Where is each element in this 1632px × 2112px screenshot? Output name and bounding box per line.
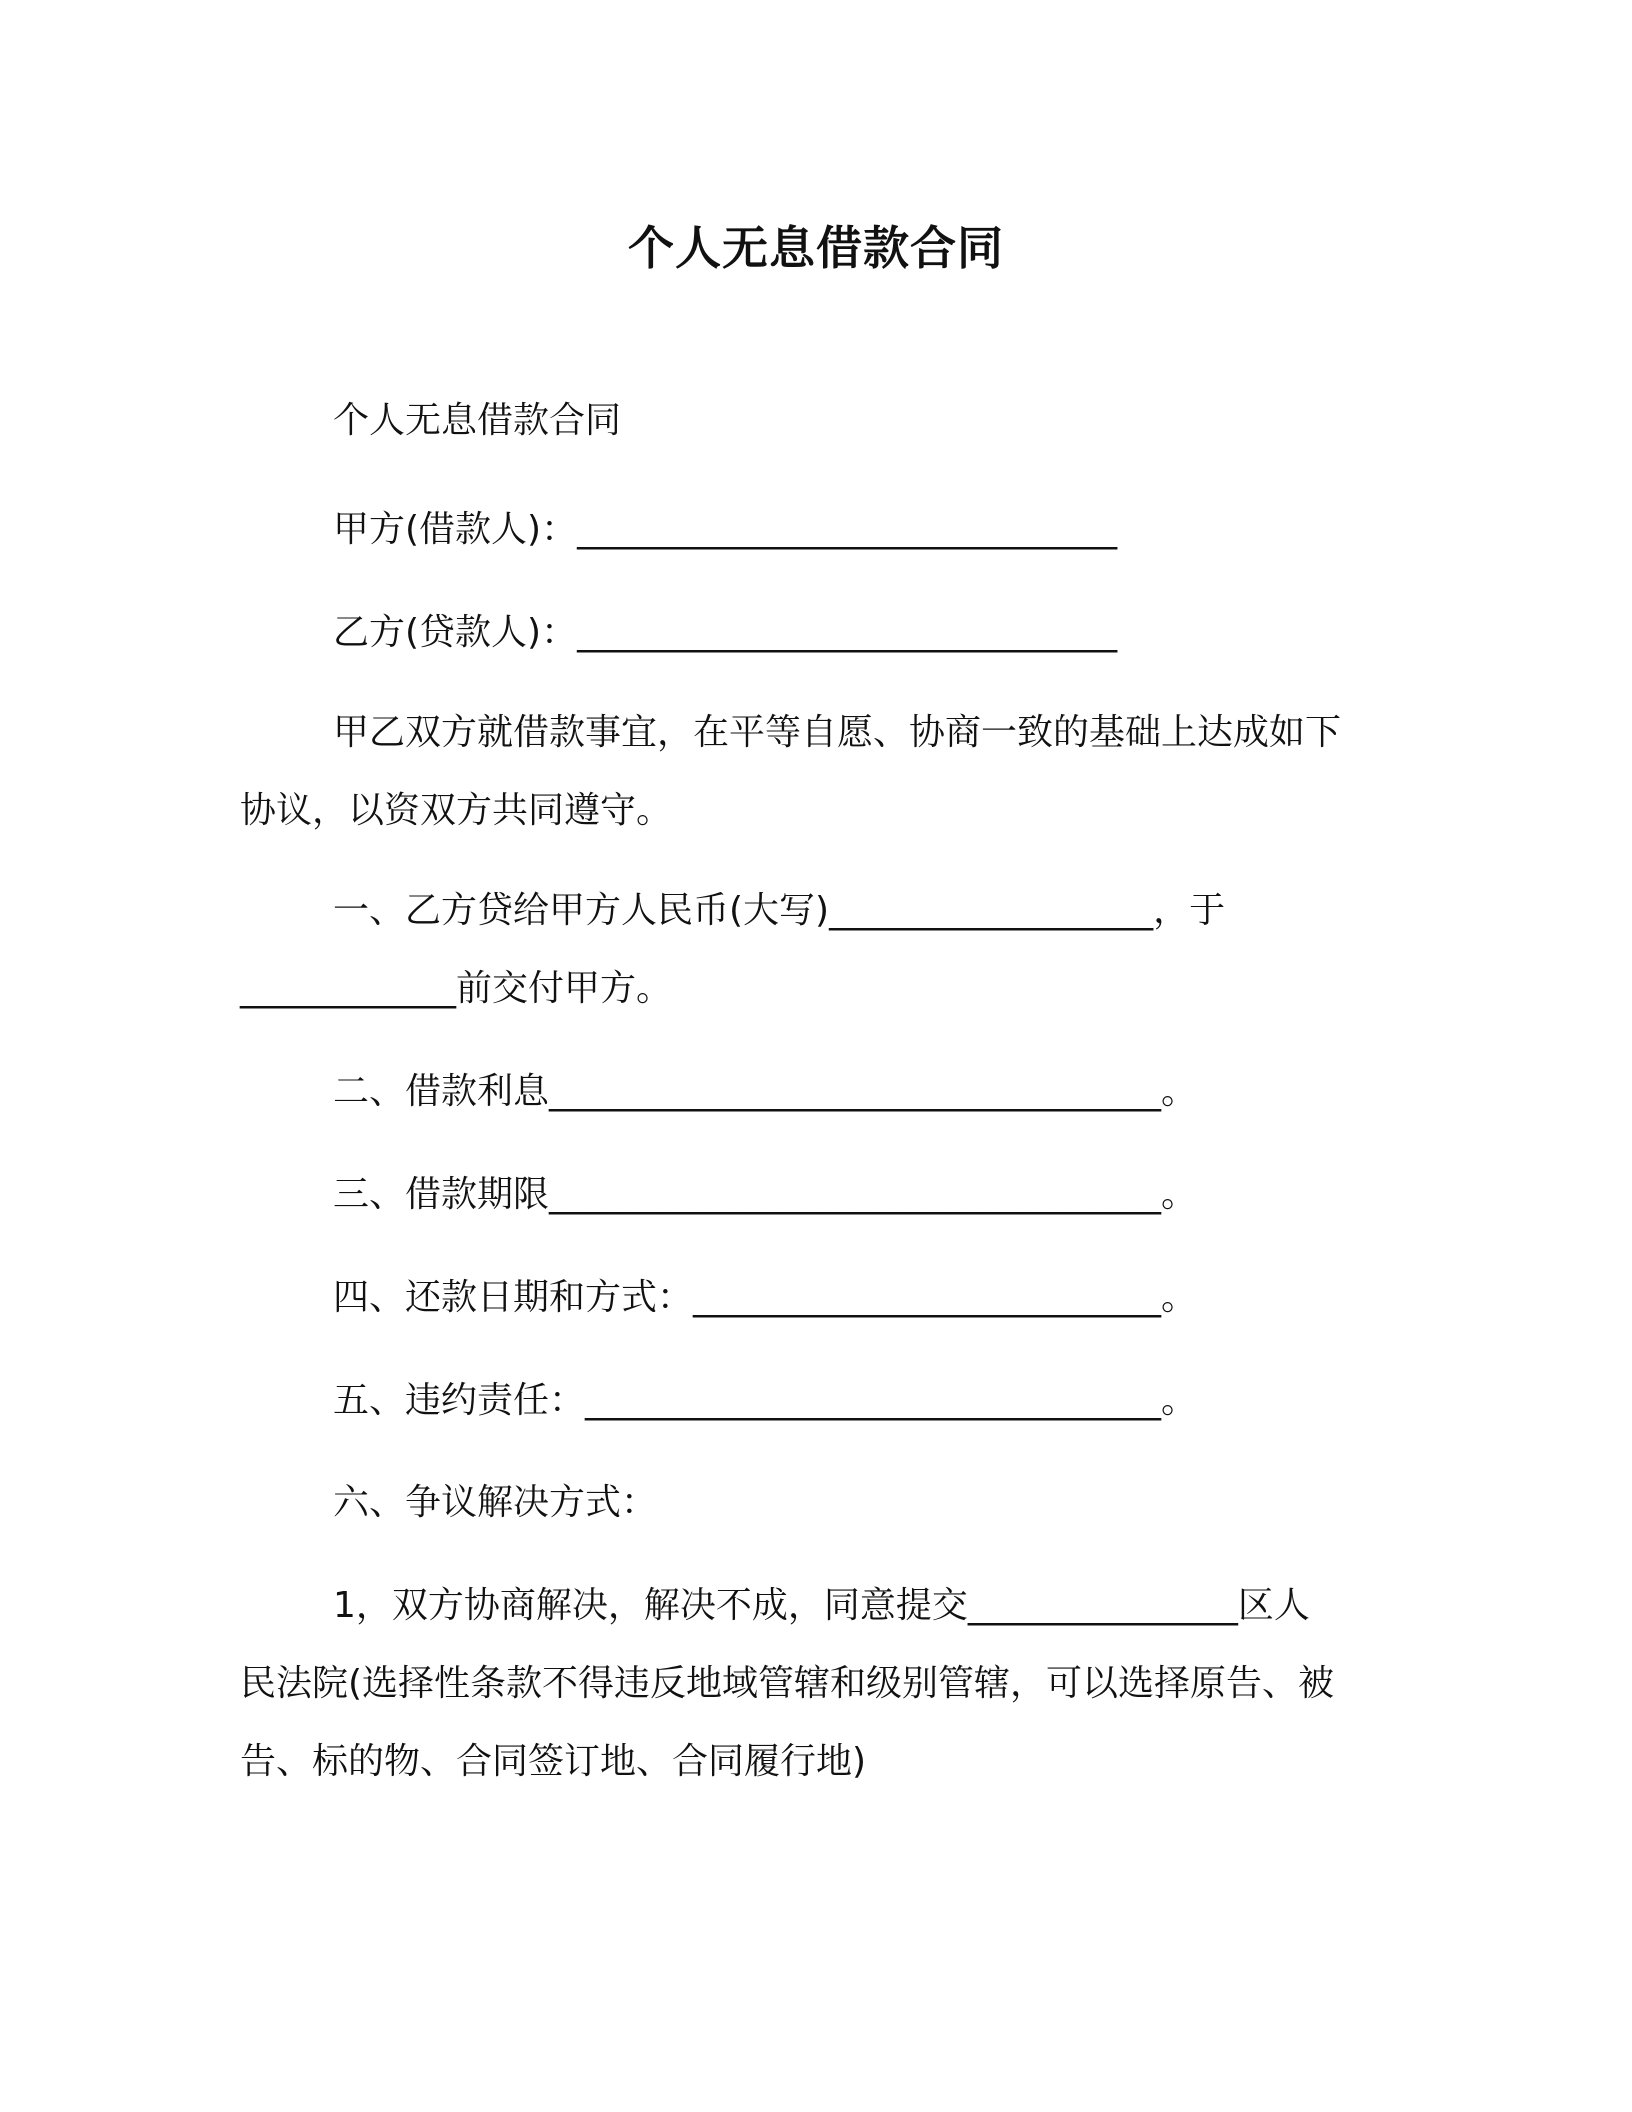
clause-1-line-2: ____________前交付甲方。 [240,968,673,1009]
clause-6-item-1-line-1: 1，双方协商解决，解决不成，同意提交_______________区人 [333,1585,1310,1626]
clause-5-line: 五、违约责任：________________________________。 [333,1380,1198,1421]
party-a-line: 甲方(借款人)：______________________________ [333,509,1118,550]
clause-6-item-1-line-3: 告、标的物、合同签订地、合同履行地) [240,1741,867,1782]
party-b-line: 乙方(贷款人)：______________________________ [333,612,1118,653]
clause-6-heading: 六、争议解决方式： [333,1482,658,1523]
clause-1-line-1: 一、乙方贷给甲方人民币(大写)__________________，于 [333,890,1226,931]
clause-4-line: 四、还款日期和方式：__________________________。 [333,1277,1198,1318]
clause-6-item-1-line-2: 民法院(选择性条款不得违反地域管辖和级别管辖，可以选择原告、被 [240,1663,1335,1704]
subtitle-line: 个人无息借款合同 [333,400,622,441]
preamble-line-2: 协议，以资双方共同遵守。 [240,790,673,831]
document-title: 个人无息借款合同 [628,221,1004,275]
clause-3-line: 三、借款期限__________________________________。 [333,1174,1198,1215]
clause-2-line: 二、借款利息__________________________________。 [333,1071,1198,1112]
preamble-line-1: 甲乙双方就借款事宜，在平等自愿、协商一致的基础上达成如下 [333,712,1342,753]
